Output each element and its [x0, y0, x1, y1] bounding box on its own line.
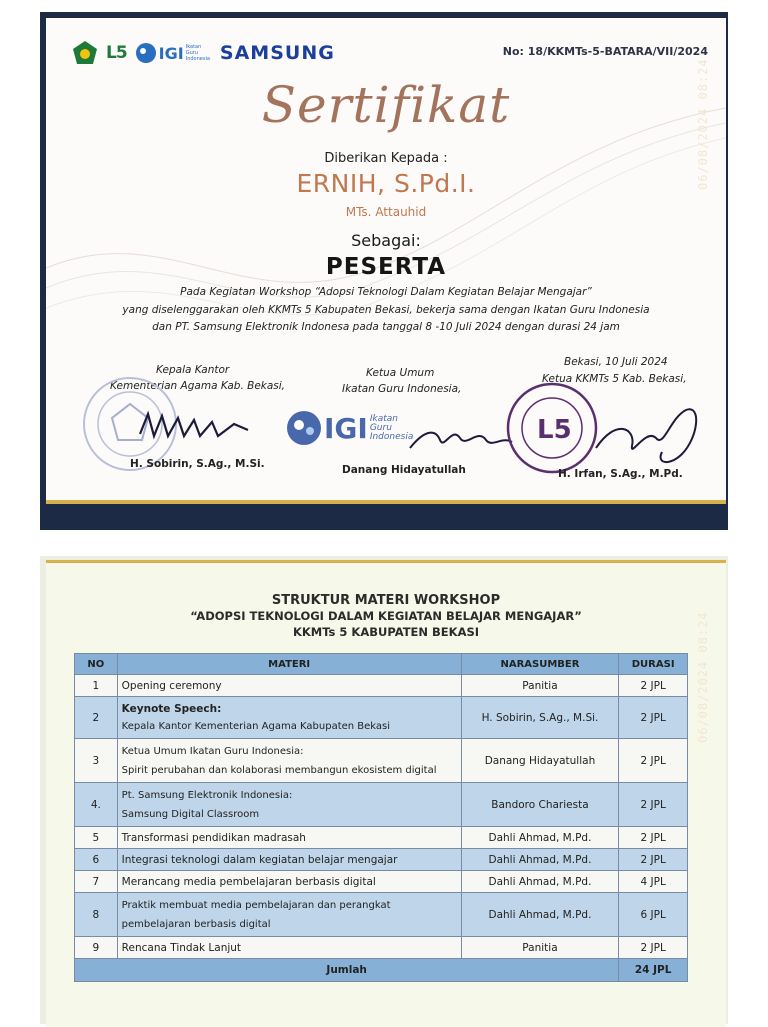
photo-timestamp: 06/08/2024 08:24 — [696, 58, 710, 190]
table-row — [75, 739, 688, 783]
svg-text:L5: L5 — [537, 415, 572, 445]
schedule-page — [46, 560, 726, 1027]
row-materi — [117, 697, 461, 739]
materi-line: Keynote Speech: — [121, 703, 222, 715]
description-line: Pada Kegiatan Workshop “Adopsi Teknologi Dalam Kegiatan Belajar Mengajar” — [180, 286, 592, 298]
certificate-card — [46, 18, 726, 504]
row-durasi: 2 JPL — [619, 675, 688, 697]
row-materi — [117, 783, 461, 827]
row-materi: Opening ceremony — [117, 675, 461, 697]
materi-line: pembelajaran berbasis digital — [121, 918, 271, 930]
row-no: 1 — [75, 675, 118, 697]
row-no: 9 — [75, 937, 118, 959]
signatory-1-title: Kepala Kantor — [156, 364, 230, 376]
table-row — [75, 827, 688, 849]
row-materi: Merancang media pembelajaran berbasis digital — [117, 871, 461, 893]
signatory-3-name: H. Irfan, S.Ag., M.Pd. — [558, 468, 683, 480]
table-header-row — [75, 654, 688, 675]
logo-row — [72, 40, 335, 66]
schedule-title: STRUKTUR MATERI WORKSHOP — [271, 593, 501, 608]
signatory-2-name: Danang Hidayatullah — [342, 464, 466, 476]
table-row — [75, 871, 688, 893]
samsung-logo: SAMSUNG — [219, 42, 335, 64]
signatory-3-office: Ketua KKMTs 5 Kab. Bekasi, — [542, 373, 687, 385]
igi-stamp-logo: IGI Ikatan Guru Indonesia — [286, 410, 413, 446]
schedule-organizer: KKMTs 5 KABUPATEN BEKASI — [292, 625, 480, 639]
signature-2-icon — [406, 418, 516, 458]
as-label: Sebagai: — [351, 231, 421, 250]
photo-timestamp: 06/08/2024 08:24 — [696, 611, 710, 743]
kemenag-logo-icon — [72, 40, 98, 66]
table-total-row — [75, 959, 688, 982]
row-narasumber: Panitia — [461, 937, 619, 959]
row-durasi: 2 JPL — [619, 849, 688, 871]
row-materi: Rencana Tindak Lanjut — [117, 937, 461, 959]
materi-line: Pt. Samsung Elektronik Indonesia: — [121, 789, 293, 801]
table-row — [75, 675, 688, 697]
row-materi — [117, 739, 461, 783]
row-durasi: 2 JPL — [619, 739, 688, 783]
total-value: 24 JPL — [619, 959, 688, 982]
row-narasumber: Danang Hidayatullah — [461, 739, 619, 783]
igi-logo-icon — [135, 42, 157, 64]
materi-line: Praktik membuat media pembelajaran dan perangkat — [121, 899, 391, 911]
signatory-1-name: H. Sobirin, S.Ag., M.Si. — [130, 458, 265, 470]
schedule-subtitle: “ADOPSI TEKNOLOGI DALAM KEGIATAN BELAJAR MENGAJAR” — [190, 609, 582, 623]
participant-role: PESERTA — [325, 254, 447, 280]
row-durasi: 4 JPL — [619, 871, 688, 893]
row-narasumber: Dahli Ahmad, M.Pd. — [461, 827, 619, 849]
row-narasumber: Dahli Ahmad, M.Pd. — [461, 871, 619, 893]
row-no: 3 — [75, 739, 118, 783]
row-materi: Integrasi teknologi dalam kegiatan belajar mengajar — [117, 849, 461, 871]
materi-line: Samsung Digital Classroom — [121, 808, 260, 820]
row-narasumber: Bandoro Chariesta — [461, 783, 619, 827]
row-durasi: 2 JPL — [619, 937, 688, 959]
table-row — [75, 697, 688, 739]
row-no: 8 — [75, 893, 118, 937]
schedule-table — [74, 653, 688, 982]
signatory-1-office: Kementerian Agama Kab. Bekasi, — [110, 380, 286, 392]
row-durasi: 6 JPL — [619, 893, 688, 937]
row-no: 5 — [75, 827, 118, 849]
l5-logo: L5 — [106, 43, 127, 63]
row-durasi: 2 JPL — [619, 827, 688, 849]
recipient-name: ERNIH, S.Pd.I. — [296, 169, 476, 198]
description-line: yang diselenggarakan oleh KKMTs 5 Kabupaten Bekasi, bekerja sama dengan Ikatan Guru Indonesia — [122, 304, 650, 316]
description-line: dan PT. Samsung Elektronik Indonesa pada tanggal 8 -10 Juli 2024 dengan durasi 24 jam — [152, 321, 620, 333]
row-narasumber: Dahli Ahmad, M.Pd. — [461, 849, 619, 871]
row-no: 4. — [75, 783, 118, 827]
signature-1-icon — [138, 406, 258, 446]
materi-line: Kepala Kantor Kementerian Agama Kabupaten Bekasi — [121, 721, 391, 732]
row-durasi: 2 JPL — [619, 783, 688, 827]
certificate-number: No: 18/KKMTs-5-BATARA/VII/2024 — [502, 45, 708, 58]
certificate-title: Sertifikat — [261, 76, 511, 134]
materi-line: Spirit perubahan dan kolaborasi membangun ekosistem digital — [121, 764, 437, 776]
row-no: 6 — [75, 849, 118, 871]
signature-3-icon — [586, 398, 706, 478]
row-no: 7 — [75, 871, 118, 893]
table-row — [75, 849, 688, 871]
given-to-label: Diberikan Kepada : — [324, 151, 448, 166]
row-materi — [117, 893, 461, 937]
header-durasi: DURASI — [619, 654, 688, 675]
igi-stamp-icon — [286, 410, 322, 446]
table-row — [75, 893, 688, 937]
header-narasumber: NARASUMBER — [461, 654, 619, 675]
row-narasumber: H. Sobirin, S.Ag., M.Si. — [461, 697, 619, 739]
row-durasi: 2 JPL — [619, 697, 688, 739]
header-materi: MATERI — [117, 654, 461, 675]
signatory-3-date: Bekasi, 10 Juli 2024 — [564, 356, 668, 368]
header-no: NO — [75, 654, 118, 675]
materi-line: Ketua Umum Ikatan Guru Indonesia: — [121, 745, 304, 757]
row-no: 2 — [75, 697, 118, 739]
row-narasumber: Dahli Ahmad, M.Pd. — [461, 893, 619, 937]
signatory-2-title: Ketua Umum — [366, 367, 435, 379]
table-row — [75, 783, 688, 827]
signatory-2-office: Ikatan Guru Indonesia, — [342, 383, 462, 395]
row-materi: Transformasi pendidikan madrasah — [117, 827, 461, 849]
total-label: Jumlah — [75, 959, 619, 982]
table-row — [75, 937, 688, 959]
row-narasumber: Panitia — [461, 675, 619, 697]
igi-logo: IGI Ikatan Guru Indonesia — [135, 42, 210, 64]
recipient-institution: MTs. Attauhid — [345, 205, 427, 219]
